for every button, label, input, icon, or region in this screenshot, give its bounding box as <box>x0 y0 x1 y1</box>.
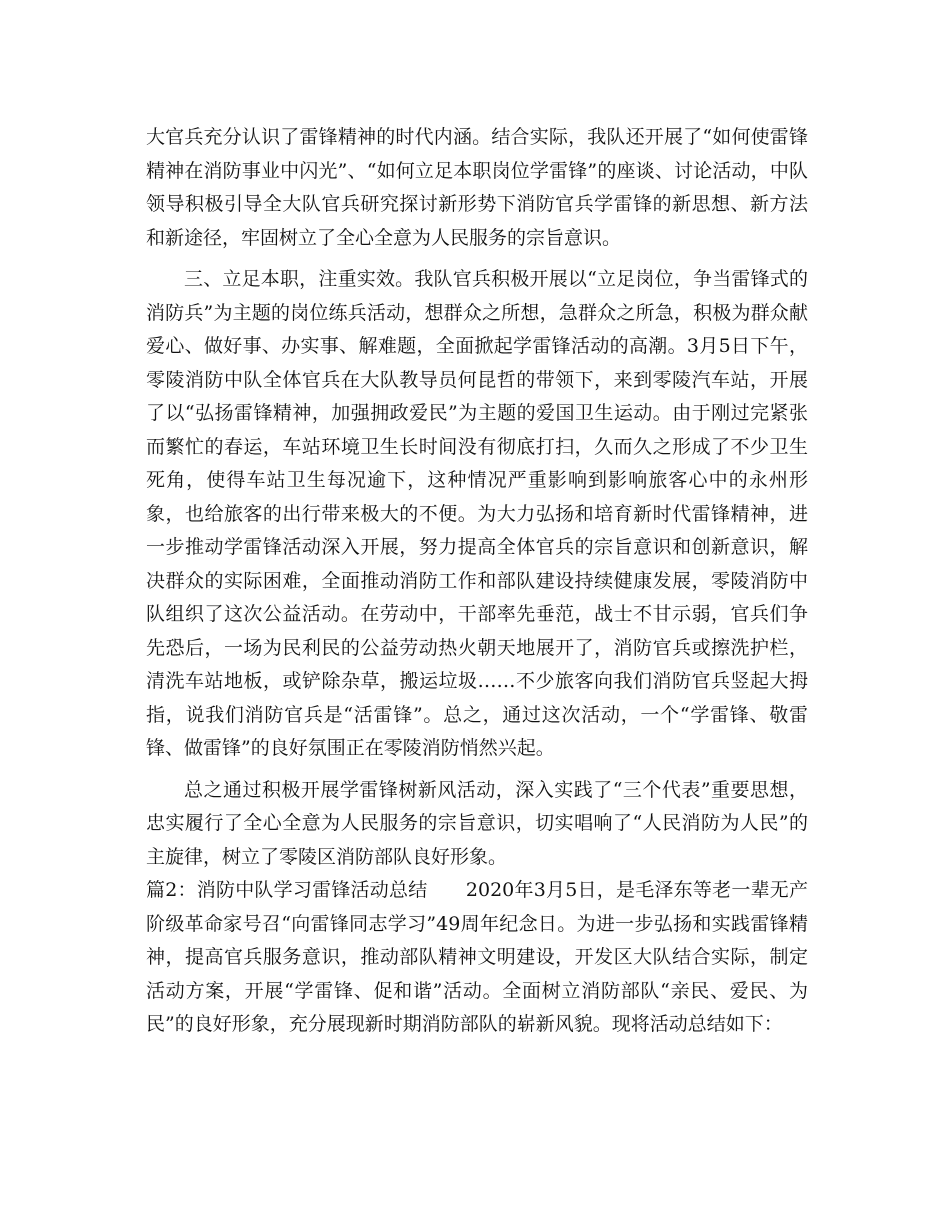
document-body <box>146 121 808 1042</box>
paragraph-article-two: 篇2：消防中队学习雷锋活动总结 2020年3月5日，是毛泽东等老一辈无产阶级革命家号召“向雷锋同志学习”49周年纪念日。为进一步弘扬和实践雷锋精神，提高官兵服务意识，推动部队精神文明建设，开发区大队结合实际，制定活动方案，开展“学雷锋、促和谐”活动。全面树立消防部队“亲民、爱民、为民”的良好形象，充分展现新时期消防部队的崭新风貌。现将活动总结如下： <box>146 879 808 1035</box>
paragraph-gap <box>146 255 808 263</box>
paragraph-section-three: 三、立足本职，注重实效。我队官兵积极开展以“立足岗位，争当雷锋式的消防兵”为主题的岗位练兵活动，想群众之所想，急群众之所急，积极为群众献爱心、做好事、办实事、解难题，全面掀起学雷锋活动的高潮。3月5日下午，零陵消防中队全体官兵在大队教导员何昆哲的带领下，来到零陵汽车站，开展了以“弘扬雷锋精神，加强拥政爱民”为主题的爱国卫生运动。由于刚过完紧张而繁忙的春运，车站环境卫生长时间没有彻底打扫，久而久之形成了不少卫生死角，使得车站卫生每况逾下，这种情况严重影响到影响旅客心中的永州形象，也给旅客的出行带来极大的不便。为大力弘扬和培育新时代雷锋精神，进一步推动学雷锋活动深入开展，努力提高全体官兵的宗旨意识和创新意识，解决群众的实际困难，全面推动消防工作和部队建设持续健康发展，零陵消防中队组织了这次公益活动。在劳动中，干部率先垂范，战士不甘示弱，官兵们争先恐后，一场为民利民的公益劳动热火朝天地展开了，消防官兵或擦洗护栏，清洗车站地板，或铲除杂草，搬运垃圾……不少旅客向我们消防官兵竖起大拇指，说我们消防官兵是“活雷锋”。总之，通过这次活动，一个“学雷锋、敬雷锋、做雷锋”的良好氛围正在零陵消防悄然兴起。 <box>146 268 808 759</box>
paragraph-continuation: 大官兵充分认识了雷锋精神的时代内涵。结合实际，我队还开展了“如何使雷锋精神在消防事业中闪光”、“如何立足本职岗位学雷锋”的座谈、讨论活动，中队领导积极引导全大队官兵研究探讨新形势下消防官兵学雷锋的新思想、新方法和新途径，牢固树立了全心全意为人民服务的宗旨意识。 <box>146 126 808 249</box>
paragraph-summary: 总之通过积极开展学雷锋树新风活动，深入实践了“三个代表”重要思想，忠实履行了全心全意为人民服务的宗旨意识，切实唱响了“人民消防为人民”的主旋律，树立了零陵区消防部队良好形象。 <box>146 778 808 868</box>
paragraph-gap <box>146 766 808 774</box>
